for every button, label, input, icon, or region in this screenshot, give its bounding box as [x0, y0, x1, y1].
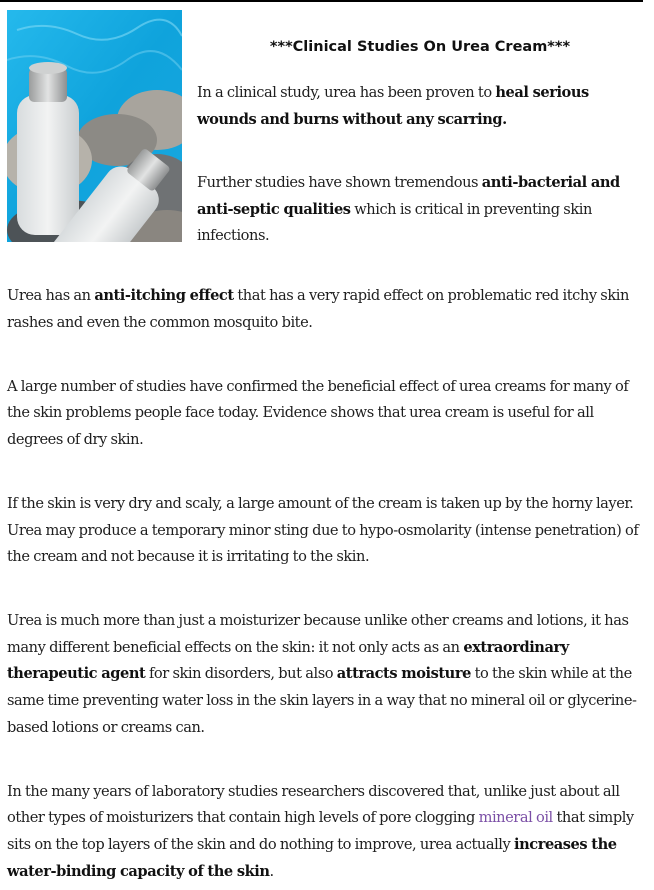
mineral-oil-link[interactable]: mineral oil [478, 809, 553, 827]
bold-text-segment: extraordinary therapeutic agent [7, 638, 569, 683]
product-photo [7, 10, 182, 242]
text-segment: which is critical in preventing skin infections. [197, 200, 592, 245]
paragraph-more-than-moisturizer [7, 608, 647, 741]
text-segment: that simply sits on the top layers of the skin and do nothing to improve, urea actually [7, 809, 634, 853]
intro-section [7, 10, 643, 246]
text-segment: . [269, 862, 274, 880]
text-segment: Urea has an [7, 287, 95, 304]
text-segment: that has a very rapid effect on problematic red itchy skin rashes and even the common mosquito bite. [7, 287, 629, 331]
paragraph-laboratory-studies [7, 779, 647, 885]
page-title: ***Clinical Studies On Urea Cream*** [269, 39, 571, 55]
article-body [7, 283, 647, 885]
top-divider [0, 0, 643, 2]
text-segment: Urea is much more than just a moisturizer because unlike other creams and lotions, it has many different beneficial effects on the skin: it not only acts as an [7, 612, 629, 656]
bold-text-segment: attracts moisture [336, 665, 471, 683]
paragraph-dry-scaly-skin [7, 491, 647, 571]
bold-text-segment: increases the water-binding capacity of the skin [7, 835, 617, 880]
text-segment: Further studies have shown tremendous [197, 174, 482, 192]
text-segment: In the many years of laboratory studies researchers discovered that, unlike just about all other types of moisturizers that contain high levels of pore clogging [7, 782, 620, 827]
bold-text-segment: anti-itching effect [94, 287, 234, 304]
paragraph-anti-itching [7, 283, 647, 336]
paragraph-studies-confirmed [7, 374, 647, 454]
bottles-image-icon [7, 10, 182, 242]
paragraph-antibacterial [197, 170, 643, 250]
text-segment: for skin disorders, but also [145, 665, 337, 683]
bold-text-segment: anti-bacterial and anti-septic qualities [197, 174, 620, 218]
text-segment: If the skin is very dry and scaly, a large amount of the cream is taken up by the horny layer. Urea may produce a temporary minor sting due to hypo-osmolarity (intense penetration) of the cream and not because it is irritating to the skin. [7, 494, 639, 566]
text-segment: to the skin while at the same time preventing water loss in the skin layers in a way that no mineral oil or glycerine-based lotions or creams can. [7, 665, 637, 736]
text-segment: In a clinical study, urea has been proven to [197, 84, 496, 101]
text-segment: A large number of studies have confirmed the beneficial effect of urea creams for many of the skin problems people face today. Evidence shows that urea cream is useful for all degrees of dry skin. [7, 377, 629, 448]
paragraph-heal-wounds [197, 80, 643, 133]
intro-text-column [197, 10, 643, 250]
bold-text-segment: heal serious wounds and burns without any scarring. [197, 84, 589, 128]
